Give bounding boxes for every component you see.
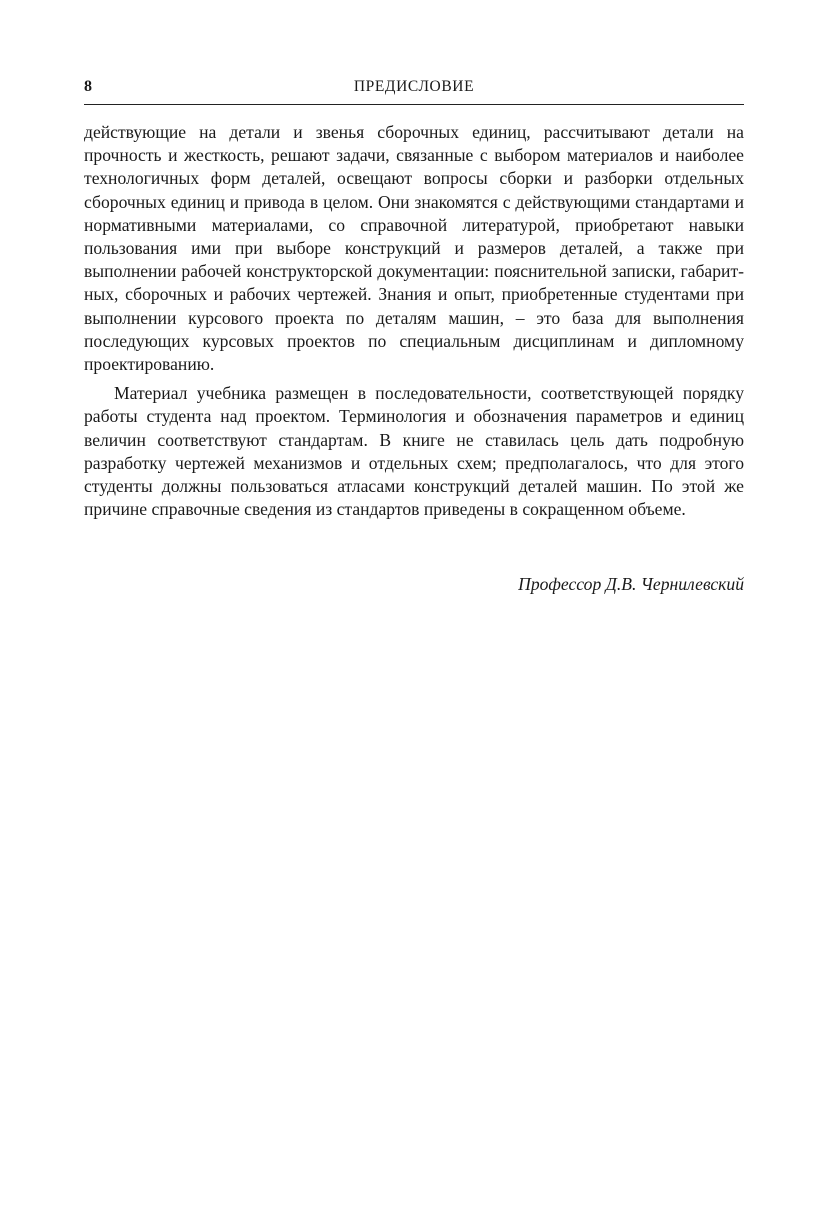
running-head <box>84 78 744 100</box>
paragraph: Материал учебника размещен в последовательности, соответствующей порядку работы студента над проектом. Терминология и обозначения параметров и единиц величин соответствуют стандартам. В книге не ставилась цель дать подробную разработку чертежей механизмов и отдельных схем; предполагалось, что для этого студенты должны пользоваться атласами конструкций деталей машин. По этой же причине справочные сведения из стандартов приведены в сокращенном объеме. <box>84 383 744 520</box>
page-number: 8 <box>84 78 92 95</box>
author-signature: Профессор Д.В. Чернилевский <box>518 574 744 594</box>
paragraph: действующие на детали и звенья сборочных единиц, рассчитывают детали на прочность и жесткость, решают задачи, связанные с выбором материалов и наиболее технологичных форм деталей, освещают вопросы сборки и разборки отдельных сборочных единиц и привода в целом. Они знакомятся с действующими стандартами и нормативными материалами, со справочной литературой, приобретают навыки пользования ими при выборе конструкций и размеров деталей, а также при выполнении рабочей конструкторской документации: пояснительной записки, габаритных, сборочных и рабочих чертежей. Знания и опыт, приобретенные студентами при выполнении курсового проекта по деталям машин, – это база для выполнения последующих курсовых проектов по специальным дисциплинам и дипломному проектированию. <box>84 122 744 375</box>
body-text <box>84 121 744 521</box>
section-title: ПРЕДИСЛОВИЕ <box>353 78 475 95</box>
header-rule <box>84 104 744 105</box>
